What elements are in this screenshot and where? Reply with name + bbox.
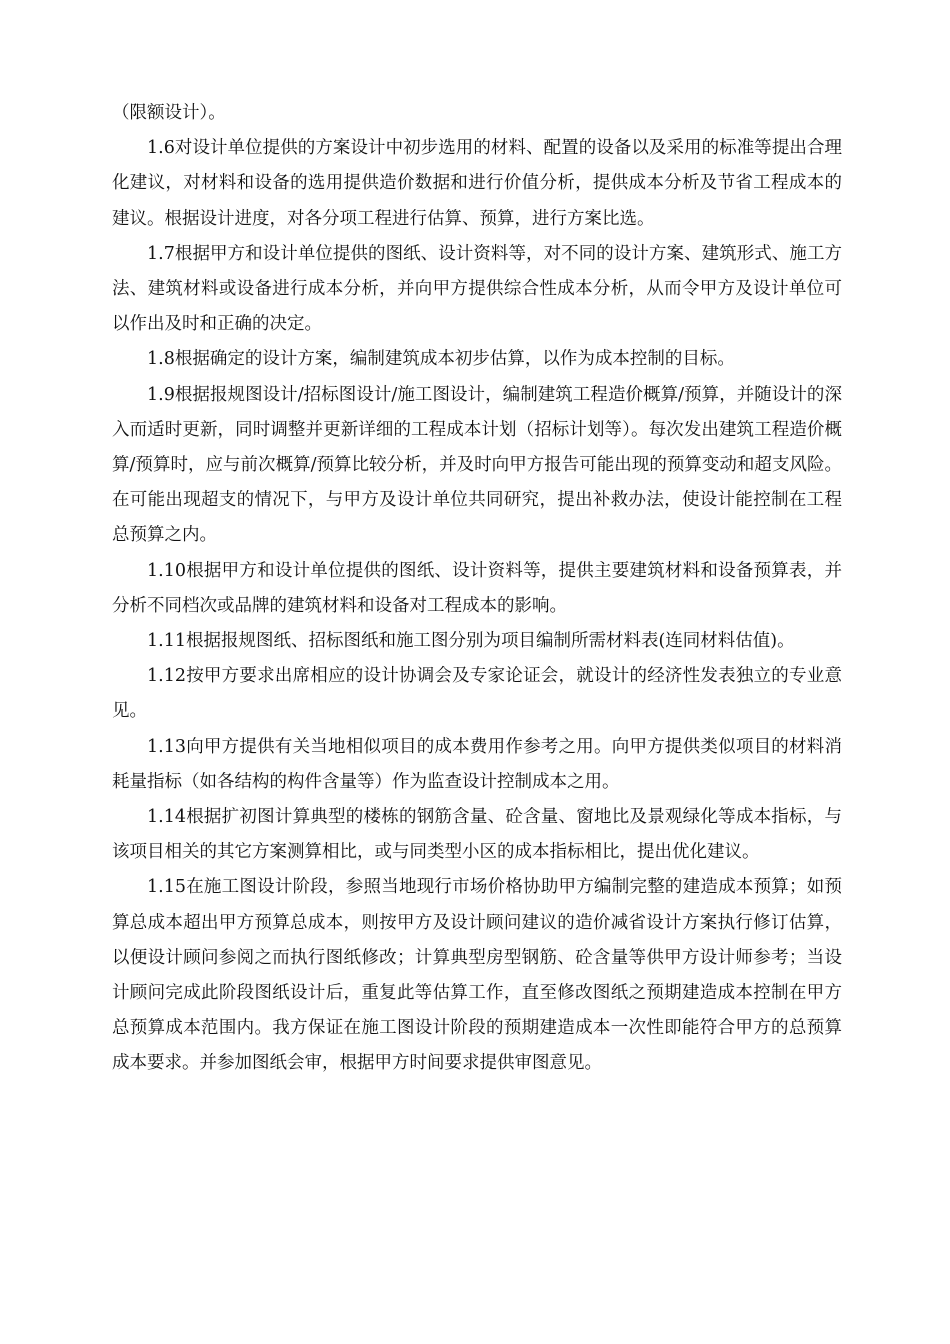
paragraph-1-9: 1.9根据报规图设计/招标图设计/施工图设计，编制建筑工程造价概算/预算，并随设计的深入而适时更新，同时调整并更新详细的工程成本计划（招标计划等）。每次发出建筑工程造价概算/预算时，应与前次概算/预算比较分析，并及时向甲方报告可能出现的预算变动和超支风险。在可能出现超支的情况下，与甲方及设计单位共同研究，提出补救办法，使设计能控制在工程总预算之内。 (112, 384, 842, 546)
paragraph-1-15: 1.15在施工图设计阶段，参照当地现行市场价格协助甲方编制完整的建造成本预算；如预算总成本超出甲方预算总成本，则按甲方及设计顾问建议的造价减省设计方案执行修订估算，以便设计顾问参阅之而执行图纸修改；计算典型房型钢筋、砼含量等供甲方设计师参考；当设计顾问完成此阶段图纸设计后，重复此等估算工作，直至修改图纸之预期建造成本控制在甲方总预算成本范围内。我方保证在施工图设计阶段的预期建造成本一次性即能符合甲方的总预算成本要求。并参加图纸会审，根据甲方时间要求提供审图意见。 (112, 877, 842, 1074)
paragraph-1-10: 1.10根据甲方和设计单位提供的图纸、设计资料等，提供主要建筑材料和设备预算表，并分析不同档次或品牌的建筑材料和设备对工程成本的影响。 (112, 560, 842, 616)
paragraph-1-8: 1.8根据确定的设计方案，编制建筑成本初步估算，以作为成本控制的目标。 (147, 349, 735, 370)
paragraph-1-11: 1.11根据报规图纸、招标图纸和施工图分别为项目编制所需材料表(连同材料估值)。 (147, 631, 795, 652)
paragraph-1-6: 1.6对设计单位提供的方案设计中初步选用的材料、配置的设备以及采用的标准等提出合理化建议，对材料和设备的选用提供造价数据和进行价值分析，提供成本分析及节省工程成本的建议。根据设计进度，对各分项工程进行估算、预算，进行方案比选。 (112, 138, 842, 229)
paragraph-1-14: 1.14根据扩初图计算典型的楼栋的钢筋含量、砼含量、窗地比及景观绿化等成本指标，与该项目相关的其它方案测算相比，或与同类型小区的成本指标相比，提出优化建议。 (112, 807, 842, 863)
paragraph-continuation: （限额设计）。 (112, 103, 226, 123)
paragraph-1-12: 1.12按甲方要求出席相应的设计协调会及专家论证会，就设计的经济性发表独立的专业意见。 (112, 666, 842, 722)
paragraph-1-7: 1.7根据甲方和设计单位提供的图纸、设计资料等，对不同的设计方案、建筑形式、施工方法、建筑材料或设备进行成本分析，并向甲方提供综合性成本分析，从而令甲方及设计单位可以作出及时和正确的决定。 (112, 243, 842, 335)
document-body (112, 96, 842, 1082)
paragraph-1-13: 1.13向甲方提供有关当地相似项目的成本费用作参考之用。向甲方提供类似项目的材料消耗量指标（如各结构的构件含量等）作为监查设计控制成本之用。 (112, 736, 842, 792)
